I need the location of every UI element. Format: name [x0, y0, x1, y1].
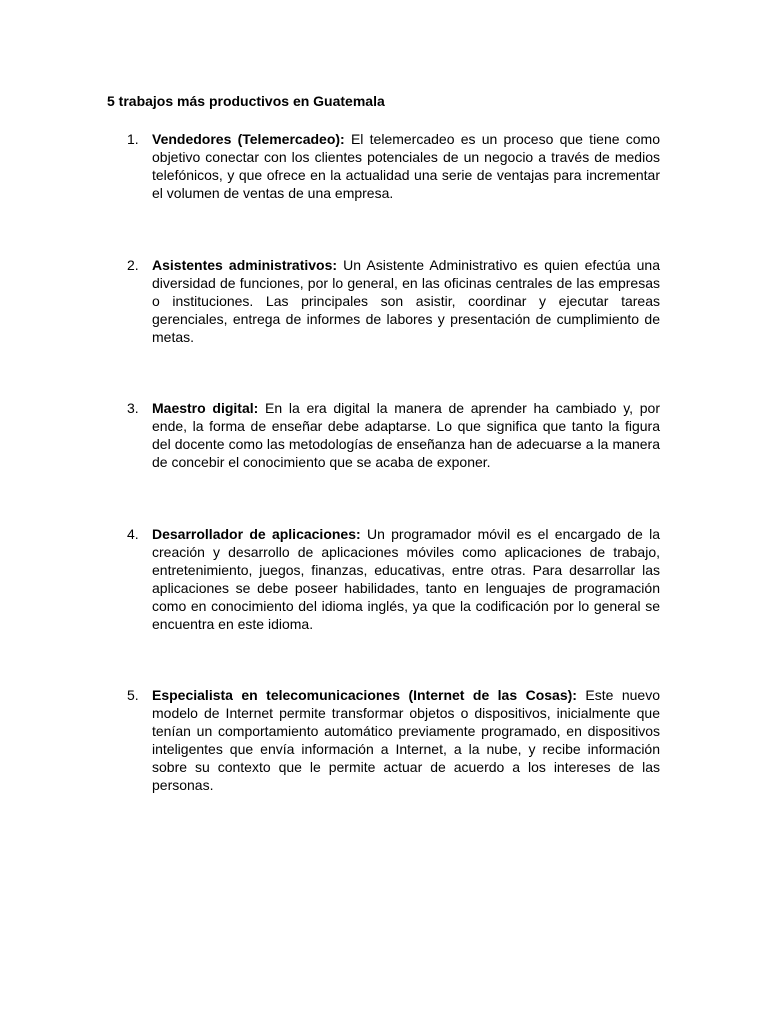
list-item-body [152, 686, 660, 794]
list-item-body [152, 399, 660, 471]
list-item-term: Vendedores (Telemercadeo): [152, 131, 345, 147]
list-item-description: Un Asistente Administrativo es quien efectúa una diversidad de funciones, por lo general, en las oficinas centrales de las empresas o instituciones. Las principales son asistir, coordinar y ejecutar tareas gerenciales, entrega de informes de labores y presentación de cumplimiento de metas. [152, 257, 660, 345]
list-item-number: 5. [127, 687, 139, 703]
list-item-number: 3. [127, 400, 139, 416]
list-item-description: Un programador móvil es el encargado de la creación y desarrollo de aplicaciones móviles como aplicaciones de trabajo, entretenimiento, juegos, finanzas, educativas, entre otras. Para desarrollar las aplicaciones se debe poseer habilidades, tanto en lenguajes de programación como en conocimiento del idioma inglés, ya que la codificación por lo general se encuentra en este idioma. [152, 526, 661, 632]
list-item-description: Este nuevo modelo de Internet permite transformar objetos o dispositivos, inicialmente que tenían un comportamiento automático previamente programado, en dispositivos inteligentes que envía información a Internet, a la nube, y recibe información sobre su contexto que le permite actuar de acuerdo a los intereses de las personas. [152, 687, 660, 793]
list-item-number: 2. [127, 257, 139, 273]
list-item-body [152, 525, 660, 633]
list-item-term: Especialista en telecomunicaciones (Internet de las Cosas): [152, 687, 577, 703]
list-item-description: El telemercadeo es un proceso que tiene como objetivo conectar con los clientes potenciales de un negocio a través de medios telefónicos, y que ofrece en la actualidad una serie de ventajas para incrementar el volumen de ventas de una empresa. [152, 131, 661, 201]
list-item-term: Asistentes administrativos: [152, 257, 338, 273]
list-item-description: En la era digital la manera de aprender ha cambiado y, por ende, la forma de enseñar debe adaptarse. Lo que significa que tanto la figura del docente como las metodologías de enseñanza han de adecuarse a la manera de concebir el conocimiento que se acaba de exponer. [152, 400, 660, 470]
document-title: 5 trabajos más productivos en Guatemala [107, 93, 385, 109]
list-item-term: Maestro digital: [152, 400, 259, 416]
list-item-number: 1. [127, 131, 139, 147]
list-item-number: 4. [127, 526, 139, 542]
list-item-body [152, 256, 660, 346]
list-item-body [152, 130, 660, 202]
list-item-term: Desarrollador de aplicaciones: [152, 526, 361, 542]
